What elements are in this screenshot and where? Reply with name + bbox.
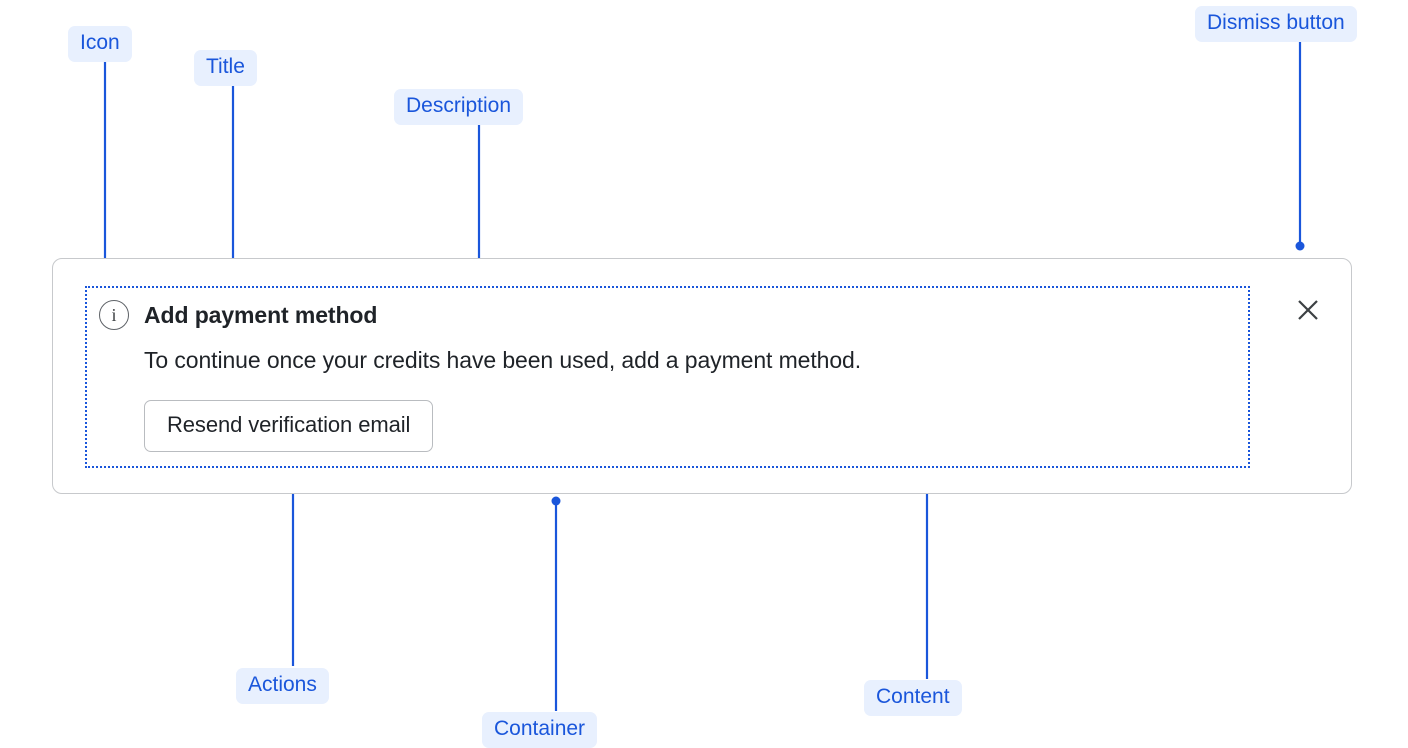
annotation-label-icon: Icon xyxy=(68,26,132,62)
annotation-label-description: Description xyxy=(394,89,523,125)
banner-content xyxy=(85,286,1250,468)
banner-description: To continue once your credits have been used, add a payment method. xyxy=(144,347,861,373)
close-icon xyxy=(1291,293,1325,327)
banner-actions xyxy=(87,374,1248,452)
resend-verification-email-button[interactable]: Resend verification email xyxy=(144,400,433,452)
annotation-label-content: Content xyxy=(864,680,962,716)
annotation-label-dismiss-button: Dismiss button xyxy=(1195,6,1357,42)
banner-container xyxy=(52,258,1352,494)
info-icon: i xyxy=(99,300,129,330)
dismiss-button[interactable] xyxy=(1291,293,1325,327)
annotation-label-container: Container xyxy=(482,712,597,748)
banner-title: Add payment method xyxy=(144,301,378,328)
banner-header-row xyxy=(87,288,1248,330)
annotation-label-actions: Actions xyxy=(236,668,329,704)
annotation-label-title: Title xyxy=(194,50,257,86)
